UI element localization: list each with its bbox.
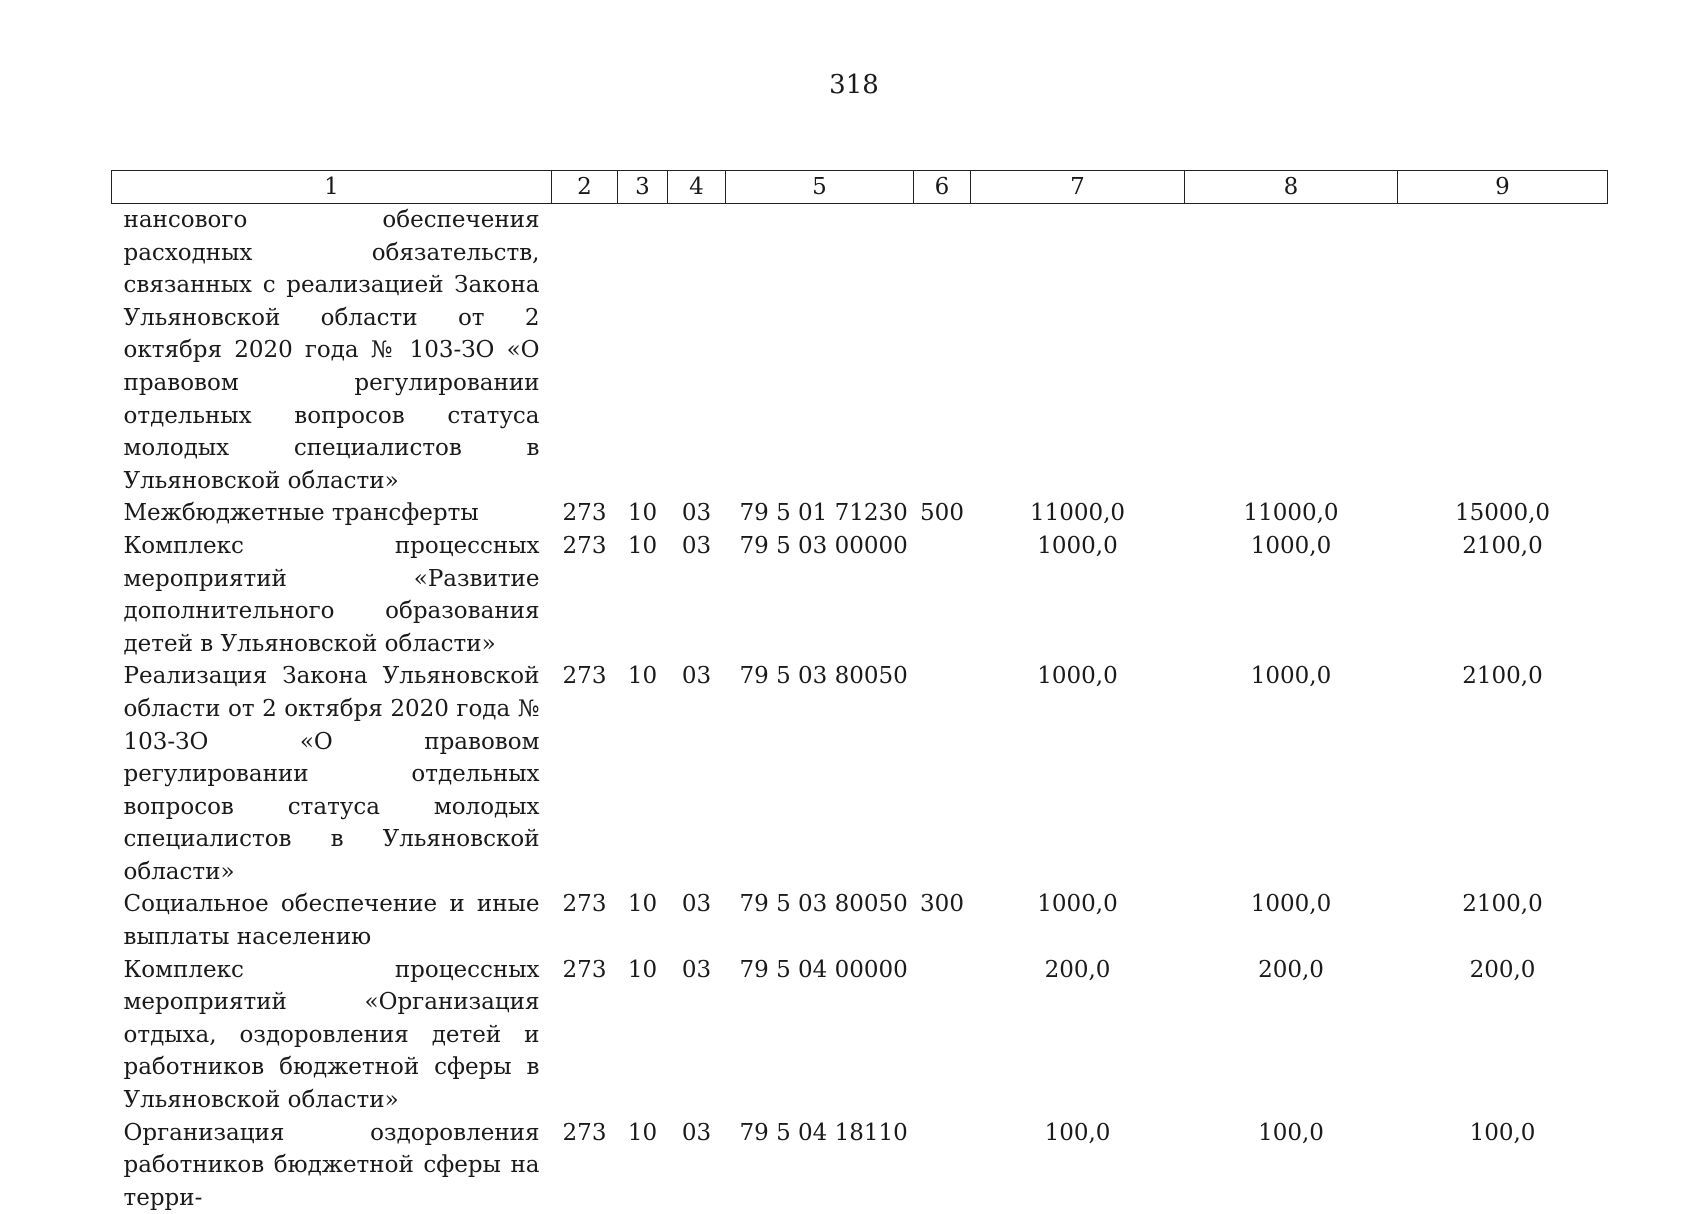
header-col-7: 7 (971, 171, 1185, 204)
header-col-6: 6 (914, 171, 971, 204)
row-ved: 273 (552, 1117, 618, 1214)
row-ved: 273 (552, 660, 618, 888)
table-row (112, 1117, 1608, 1214)
row-year3: 2100,0 (1398, 530, 1608, 660)
row-year1: 1000,0 (971, 660, 1185, 888)
header-row (112, 171, 1608, 204)
row-ved: 273 (552, 954, 618, 1117)
row-ved: 273 (552, 497, 618, 530)
row-csr: 79 5 01 71230 (726, 497, 914, 530)
row-csr: 79 5 03 80050 (726, 660, 914, 888)
row-ved: 273 (552, 530, 618, 660)
row-ved: 273 (552, 888, 618, 953)
row-year2: 1000,0 (1185, 888, 1398, 953)
page-number: 318 (0, 70, 1708, 100)
table-row (112, 888, 1608, 953)
row-description: Реализация Закона Ульяновской области от 2 октября 2020 года № 103-ЗО «О правовом регулировании отдельных вопросов статуса молодых специалистов в Ульяновской области» (112, 660, 552, 888)
row-vr (914, 530, 971, 660)
row-pr: 03 (668, 954, 726, 1117)
row-year1: 1000,0 (971, 530, 1185, 660)
row-year1: 1000,0 (971, 888, 1185, 953)
row-csr: 79 5 04 18110 (726, 1117, 914, 1214)
row-description: Социальное обеспечение и иные выплаты населению (112, 888, 552, 953)
header-col-8: 8 (1185, 171, 1398, 204)
table-row (112, 530, 1608, 660)
row-rz: 10 (618, 1117, 668, 1214)
table-header (112, 171, 1608, 204)
row-year3: 100,0 (1398, 1117, 1608, 1214)
row-vr (914, 204, 971, 498)
row-ved (552, 204, 618, 498)
row-year1: 100,0 (971, 1117, 1185, 1214)
row-rz: 10 (618, 954, 668, 1117)
row-year2: 1000,0 (1185, 530, 1398, 660)
row-year1 (971, 204, 1185, 498)
row-year3: 15000,0 (1398, 497, 1608, 530)
row-vr (914, 1117, 971, 1214)
row-year3: 2100,0 (1398, 888, 1608, 953)
row-year1: 11000,0 (971, 497, 1185, 530)
row-rz: 10 (618, 660, 668, 888)
row-description: Комплекс процессных мероприятий «Развитие дополнительного образования детей в Ульяновской области» (112, 530, 552, 660)
header-col-4: 4 (668, 171, 726, 204)
row-csr (726, 204, 914, 498)
row-year2: 11000,0 (1185, 497, 1398, 530)
row-csr: 79 5 03 80050 (726, 888, 914, 953)
row-year3: 2100,0 (1398, 660, 1608, 888)
table-body (112, 204, 1608, 1214)
row-description: Комплекс процессных мероприятий «Организация отдыха, оздоровления детей и работников бюджетной сферы в Ульяновской области» (112, 954, 552, 1117)
row-pr: 03 (668, 1117, 726, 1214)
row-description: нансового обеспечения расходных обязательств, связанных с реализацией Закона Ульяновской области от 2 октября 2020 года № 103-ЗО «О правовом регулировании отдельных вопросов статуса молодых специалистов в Ульяновской области» (112, 204, 552, 498)
table-row (112, 497, 1608, 530)
row-pr: 03 (668, 530, 726, 660)
row-rz: 10 (618, 530, 668, 660)
row-description: Межбюджетные трансферты (112, 497, 552, 530)
header-col-1: 1 (112, 171, 552, 204)
row-vr (914, 660, 971, 888)
row-year2: 1000,0 (1185, 660, 1398, 888)
budget-table (111, 170, 1608, 1214)
table-row (112, 204, 1608, 498)
row-vr: 300 (914, 888, 971, 953)
header-col-2: 2 (552, 171, 618, 204)
row-pr: 03 (668, 888, 726, 953)
row-pr: 03 (668, 660, 726, 888)
row-rz: 10 (618, 497, 668, 530)
header-col-5: 5 (726, 171, 914, 204)
row-csr: 79 5 04 00000 (726, 954, 914, 1117)
row-year3 (1398, 204, 1608, 498)
row-year2: 100,0 (1185, 1117, 1398, 1214)
row-rz: 10 (618, 888, 668, 953)
row-pr (668, 204, 726, 498)
row-year2: 200,0 (1185, 954, 1398, 1117)
row-csr: 79 5 03 00000 (726, 530, 914, 660)
row-year1: 200,0 (971, 954, 1185, 1117)
row-vr (914, 954, 971, 1117)
header-col-3: 3 (618, 171, 668, 204)
row-year2 (1185, 204, 1398, 498)
table-row (112, 954, 1608, 1117)
header-col-9: 9 (1398, 171, 1608, 204)
row-vr: 500 (914, 497, 971, 530)
table-row (112, 660, 1608, 888)
row-pr: 03 (668, 497, 726, 530)
row-description: Организация оздоровления работников бюджетной сферы на терри- (112, 1117, 552, 1214)
row-rz (618, 204, 668, 498)
row-year3: 200,0 (1398, 954, 1608, 1117)
